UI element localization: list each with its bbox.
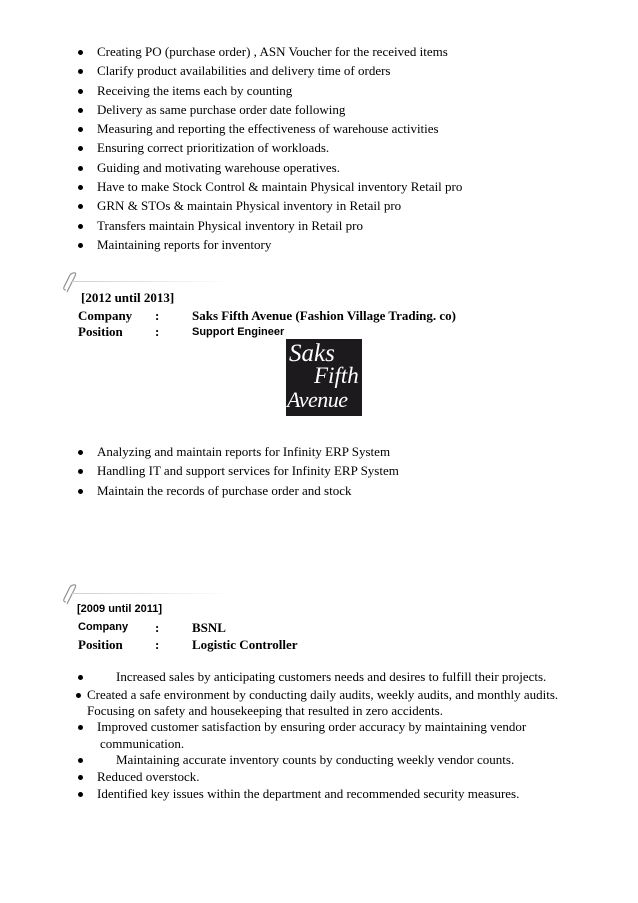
bullet-icon <box>78 758 83 763</box>
company-label: Company <box>78 621 129 633</box>
job2-duties-list <box>78 442 598 500</box>
list-item: Maintain the records of purchase order and stock <box>78 481 598 500</box>
bullet-icon <box>78 69 83 74</box>
bullet-icon <box>78 146 83 151</box>
bullet-icon <box>78 50 83 55</box>
saks-fifth-avenue-logo: Saks Fifth Avenue <box>286 339 362 416</box>
bullet-icon <box>78 224 83 229</box>
colon: : <box>155 308 160 323</box>
bullet-icon <box>78 489 83 494</box>
job-period: [2012 until 2013] <box>81 290 175 305</box>
list-item: Clarify product availabilities and delivery time of orders <box>78 61 598 80</box>
position-title: Support Engineer <box>192 326 285 338</box>
bullet-icon <box>76 693 81 698</box>
colon: : <box>155 620 160 635</box>
company-row <box>78 620 598 638</box>
job-period: [2009 until 2011] <box>77 603 162 615</box>
bullet-icon <box>78 127 83 132</box>
list-item: Analyzing and maintain reports for Infinity ERP System <box>78 442 598 461</box>
list-item: Measuring and reporting the effectiveness of warehouse activities <box>78 119 598 138</box>
position-label: Position <box>78 637 123 652</box>
list-item: Creating PO (purchase order) , ASN Voucher for the received items <box>78 42 598 61</box>
resume-page: Creating PO (purchase order) , ASN Voucher for the received items Clarify product availabilities and delivery time of orders Receiving the items each by counting Delivery as same purchase order date following Measuring and reporting the effectiveness of warehouse activities Ensuring correct prioritization of workloads. Guiding and motivating warehouse operatives. Have to make Stock Control & maintain Physical inventory Retail pro GRN & STOs & maintain Physical inventory in Retail pro Transfers maintain Physical inventory in Retail pro Maintaining reports for inventory [2012 until 2013] Company : Saks Fifth Avenue (Fashion Village Trading. co) Position : Support Engineer Saks Fifth Avenue Analyzing and maintain reports for Infinity ERP System Handling IT and support services for Infinity ERP System Maintain the records of purchase order and stock [2009 until 2011] Company : BSNL Position : Logistic Controller Increased sales by anticipating customers needs and desires to fulfill their projects. Created a safe environment by conducting daily audits, weekly audits, and monthly audits. Focusing on safety and housekeeping that resulted in zero accidents. Improved customer satisfaction by ensuring order accuracy by maintaining vendor communication. Maintaining accurate inventory counts by conducting weekly vendor counts. Reduced overstock. Identified key issues within the department and recommended security measures. <box>0 0 638 903</box>
bullet-icon <box>78 166 83 171</box>
colon: : <box>155 324 160 339</box>
list-item: Delivery as same purchase order date following <box>78 100 598 119</box>
company-label: Company <box>78 308 133 323</box>
list-item: Ensuring correct prioritization of workloads. <box>78 138 598 157</box>
section-divider <box>72 593 232 594</box>
list-item: Guiding and motivating warehouse operatives. <box>78 158 598 177</box>
section-divider <box>72 281 232 282</box>
company-name: Saks Fifth Avenue (Fashion Village Trading. co) <box>192 308 457 323</box>
bullet-icon <box>78 450 83 455</box>
position-label: Position <box>78 324 123 339</box>
bullet-icon <box>78 775 83 780</box>
bullet-icon <box>78 204 83 209</box>
paperclip-icon <box>62 272 80 294</box>
colon: : <box>155 637 160 652</box>
list-item: Have to make Stock Control & maintain Physical inventory Retail pro <box>78 177 598 196</box>
bullet-icon <box>78 469 83 474</box>
company-name: BSNL <box>192 620 226 635</box>
bullet-icon <box>78 675 83 680</box>
bullet-icon <box>78 725 83 730</box>
bullet-icon <box>78 89 83 94</box>
list-item: Transfers maintain Physical inventory in Retail pro <box>78 216 598 235</box>
list-item: Handling IT and support services for Infinity ERP System <box>78 461 598 480</box>
position-title: Logistic Controller <box>192 637 298 652</box>
bullet-icon <box>78 243 83 248</box>
list-item: Receiving the items each by counting <box>78 81 598 100</box>
position-row <box>78 637 598 655</box>
bullet-icon <box>78 792 83 797</box>
bullet-icon <box>78 108 83 113</box>
list-item: GRN & STOs & maintain Physical inventory in Retail pro <box>78 196 598 215</box>
bullet-icon <box>78 185 83 190</box>
list-item: Maintaining reports for inventory <box>78 235 598 254</box>
responsibilities-list <box>78 42 598 254</box>
